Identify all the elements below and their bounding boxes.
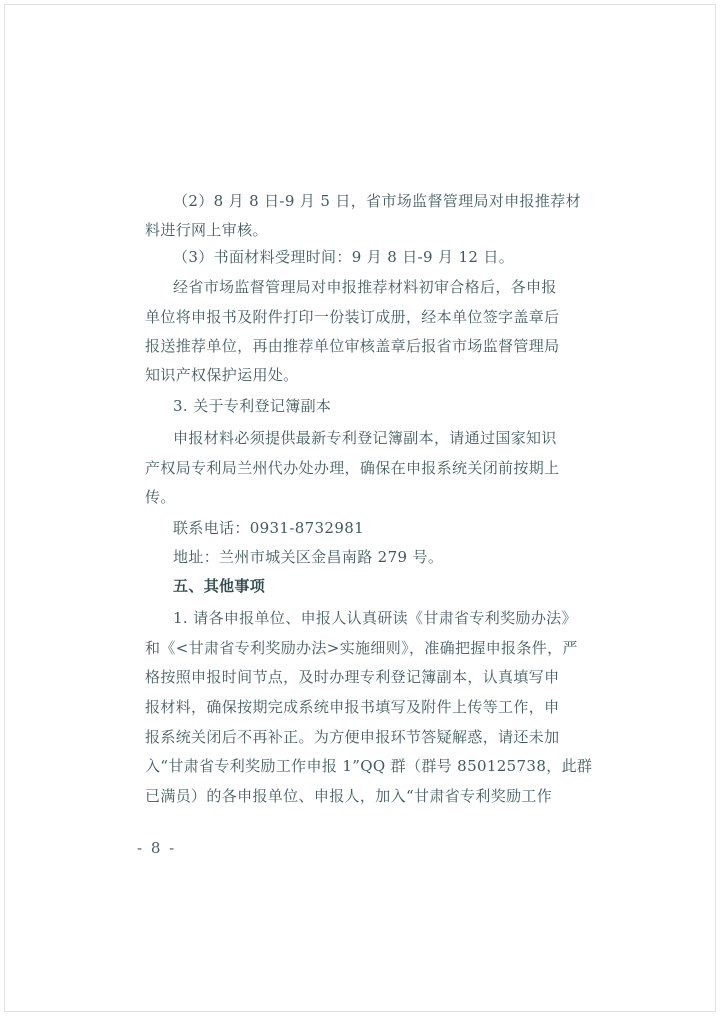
- text-line: 知识产权保护运用处。: [145, 366, 299, 384]
- text-line: 传。: [145, 488, 176, 506]
- text-line: 单位将申报书及附件打印一份装订成册，经本单位签字盖章后: [145, 308, 560, 326]
- text-line: 报材料，确保按期完成系统申报书填写及附件上传等工作，申: [145, 698, 560, 716]
- section-heading: 五、其他事项: [173, 577, 266, 595]
- page-number: - 8 -: [137, 839, 177, 857]
- text-line: （3）书面材料受理时间：9 月 8 日-9 月 12 日。: [173, 248, 515, 266]
- document-page: [4, 4, 716, 1012]
- text-line: 报系统关闭后不再补正。为方便申报环节答疑解惑，请还未加: [145, 728, 560, 746]
- text-line: 料进行网上审核。: [145, 221, 268, 239]
- text-line: 已满员）的各申报单位、申报人，加入“甘肃省专利奖励工作: [145, 787, 553, 805]
- contact-phone: 联系电话：0931-8732981: [173, 519, 364, 537]
- text-line: 产权局专利局兰州代办处办理，确保在申报系统关闭前按期上: [145, 459, 560, 477]
- section-heading: 3. 关于专利登记簿副本: [173, 397, 332, 415]
- text-line: 格按照申报时间节点，及时办理专利登记簿副本，认真填写申: [145, 668, 560, 686]
- contact-address: 地址：兰州市城关区金昌南路 279 号。: [173, 548, 444, 566]
- text-line: 入“甘肃省专利奖励工作申报 1”QQ 群（群号 850125738，此群: [145, 757, 593, 775]
- text-line: 申报材料必须提供最新专利登记簿副本，请通过国家知识: [173, 429, 557, 447]
- text-line: 1. 请各申报单位、申报人认真研读《甘肃省专利奖励办法》: [173, 609, 577, 627]
- text-line: 经省市场监督管理局对申报推荐材料初审合格后，各申报: [173, 278, 557, 296]
- text-line: 报送推荐单位，再由推荐单位审核盖章后报省市场监督管理局: [145, 337, 560, 355]
- text-line: （2）8 月 8 日-9 月 5 日，省市场监督管理局对申报推荐材: [173, 192, 581, 210]
- text-line: 和《<甘肃省专利奖励办法>实施细则》，准确把握申报条件，严: [145, 639, 578, 657]
